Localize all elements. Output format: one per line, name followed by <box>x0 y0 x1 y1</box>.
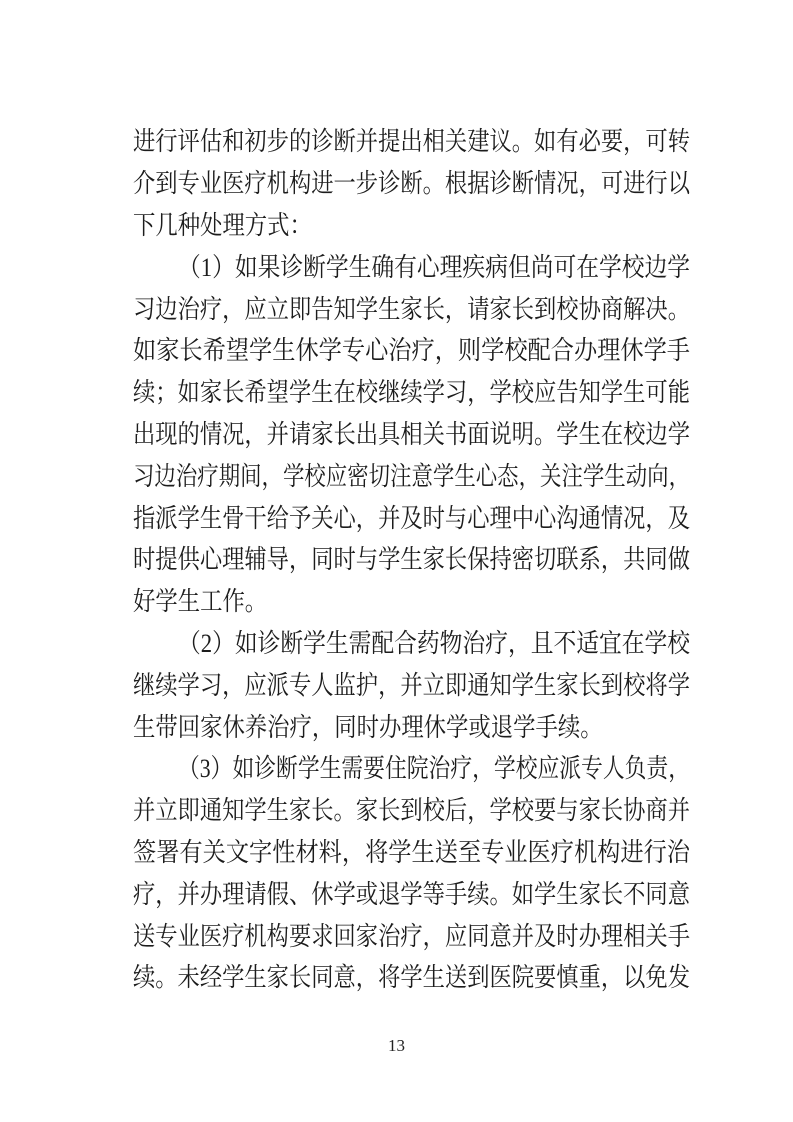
text-line-content: 习边治疗期间，学校应密切注意学生心态，关注学生动向， <box>133 461 690 491</box>
text-line <box>133 579 690 621</box>
text-line-content: 指派学生骨干给予关心，并及时与心理中心沟通情况，及 <box>133 503 690 533</box>
text-line-content: 下几种处理方式： <box>133 210 312 240</box>
text-line <box>133 453 690 495</box>
text-line-content: 并立即通知学生家长。家长到校后，学校要与家长协商并 <box>133 796 690 826</box>
text-line-content: （2）如诊断学生需配合药物治疗，且不适宜在学校 <box>178 628 690 658</box>
text-line-content: 时提供心理辅导，同时与学生家长保持密切联系，共同做 <box>133 545 690 575</box>
text-line-content: 送专业医疗机构要求回家治疗，应同意并及时办理相关手 <box>133 921 690 951</box>
text-line-content: 生带回家休养治疗，同时办理休学或退学手续。 <box>133 712 603 742</box>
text-line <box>133 328 690 370</box>
text-line-content: 签署有关文字性材料，将学生送至专业医疗机构进行治 <box>133 837 690 867</box>
text-line <box>133 370 690 412</box>
text-line <box>133 704 690 746</box>
text-line <box>133 621 690 663</box>
text-line <box>133 871 690 913</box>
text-line-content: 续。未经学生家长同意，将学生送到医院要慎重，以免发 <box>133 963 690 993</box>
text-line-content: （1）如果诊断学生确有心理疾病但尚可在学校边学 <box>178 252 690 282</box>
text-line-content: 续；如家长希望学生在校继续学习，学校应告知学生可能 <box>133 378 690 408</box>
text-line-content: 介到专业医疗机构进一步诊断。根据诊断情况，可进行以 <box>133 169 690 199</box>
text-line <box>133 662 690 704</box>
text-line <box>133 244 690 286</box>
text-line <box>133 286 690 328</box>
text-line <box>133 788 690 830</box>
text-line-content: 如家长希望学生休学专心治疗，则学校配合办理休学手 <box>133 336 690 366</box>
text-line <box>133 955 690 997</box>
text-line <box>133 495 690 537</box>
text-line-content: 进行评估和初步的诊断并提出相关建议。如有必要，可转 <box>133 127 690 157</box>
text-line <box>133 119 690 161</box>
text-line-content: （3）如诊断学生需要住院治疗，学校应派专人负责， <box>178 754 690 784</box>
page-number: 13 <box>388 1036 405 1055</box>
text-line <box>133 203 690 245</box>
text-line-content: 好学生工作。 <box>133 587 268 617</box>
text-line <box>133 913 690 955</box>
text-line <box>133 412 690 454</box>
text-line-content: 继续学习，应派专人监护，并立即通知学生家长到校将学 <box>133 670 690 700</box>
document-body <box>133 119 690 997</box>
text-line <box>133 537 690 579</box>
text-line <box>133 746 690 788</box>
text-line-content: 出现的情况，并请家长出具相关书面说明。学生在校边学 <box>133 419 690 449</box>
text-line <box>133 830 690 872</box>
text-line <box>133 161 690 203</box>
text-line-content: 疗，并办理请假、休学或退学等手续。如学生家长不同意 <box>133 879 690 909</box>
text-line-content: 习边治疗，应立即告知学生家长，请家长到校协商解决。 <box>133 294 690 324</box>
